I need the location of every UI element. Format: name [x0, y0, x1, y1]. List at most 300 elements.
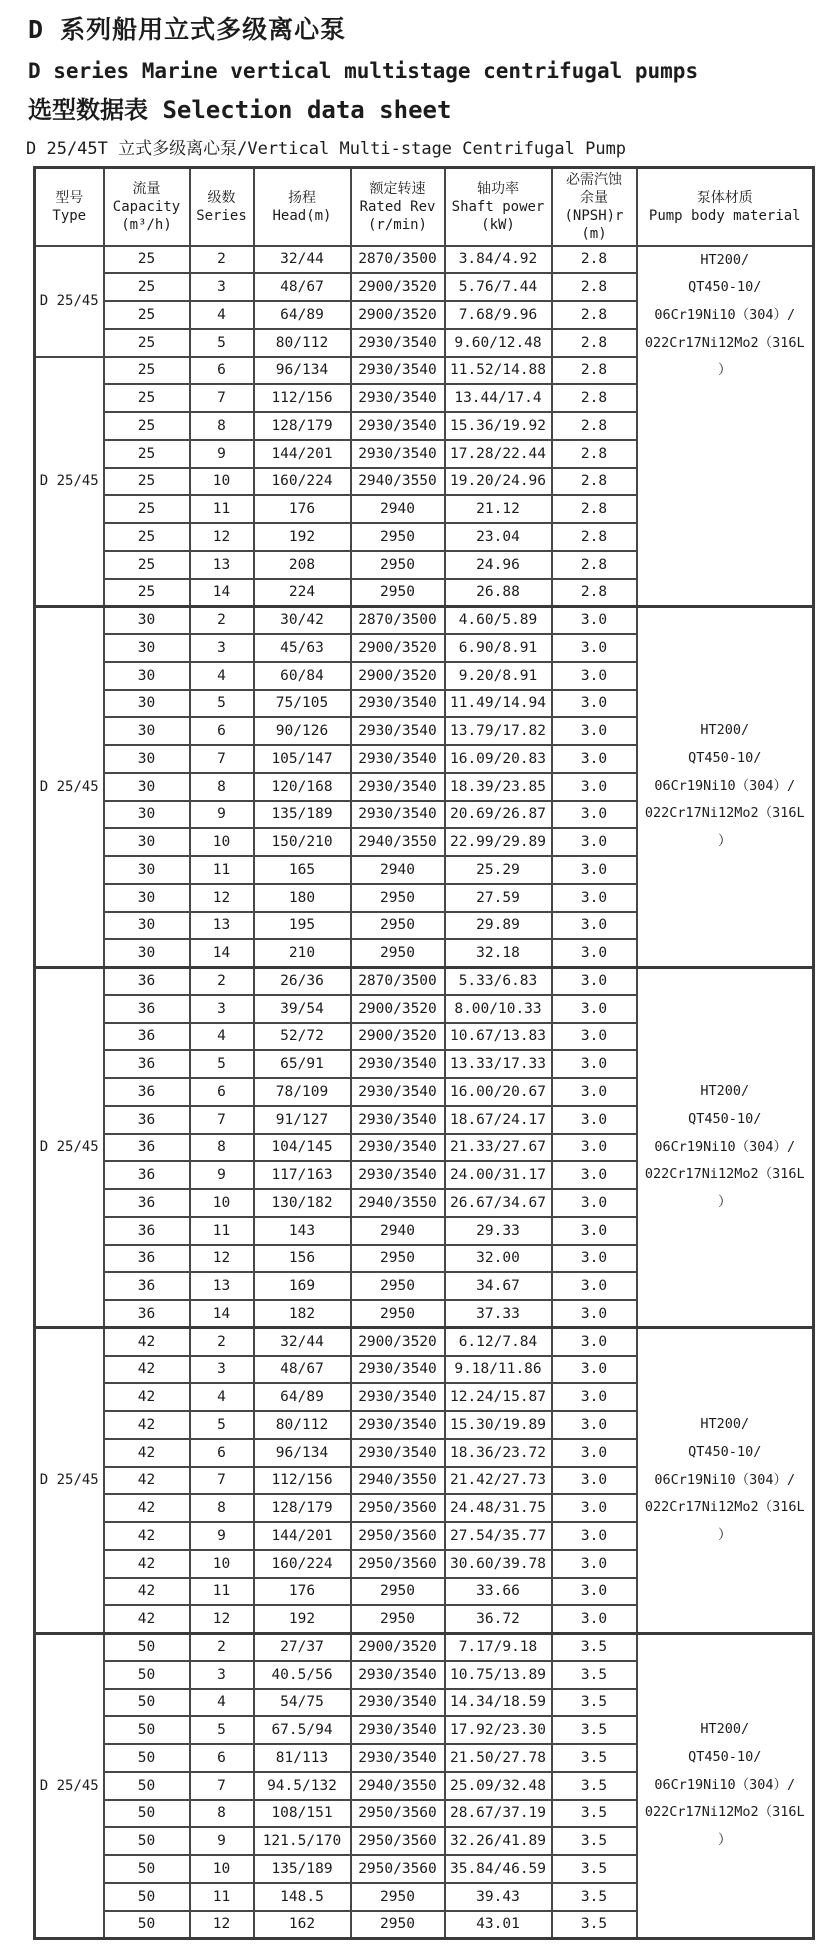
rated-rev-cell: 2900/3520: [351, 1023, 445, 1051]
head-cell: 128/179: [254, 412, 351, 440]
npsh-cell: 3.0: [552, 912, 637, 940]
shaft-power-cell: 11.49/14.94: [445, 690, 552, 718]
series-cell: 10: [190, 1550, 254, 1578]
material-line: 06Cr19Ni10（304）/: [654, 306, 796, 323]
head-cell: 160/224: [254, 468, 351, 496]
shaft-power-cell: 18.39/23.85: [445, 773, 552, 801]
column-header-line: Shaft power: [451, 198, 545, 215]
npsh-cell: 3.5: [552, 1883, 637, 1911]
column-header-line: (r/min): [367, 216, 427, 233]
head-cell: 192: [254, 1605, 351, 1633]
shaft-power-cell: 26.67/34.67: [445, 1189, 552, 1217]
npsh-cell: 3.5: [552, 1744, 637, 1772]
rated-rev-cell: 2930/3540: [351, 412, 445, 440]
capacity-cell: 25: [104, 412, 190, 440]
series-cell: 9: [190, 801, 254, 829]
column-header-line: 轴功率: [477, 180, 519, 197]
material-line: ）: [718, 833, 732, 850]
capacity-cell: 50: [104, 1772, 190, 1800]
column-header-shaft-power: [445, 168, 552, 246]
capacity-cell: 50: [104, 1744, 190, 1772]
table-row: [35, 1633, 814, 1661]
npsh-cell: 3.0: [552, 884, 637, 912]
shaft-power-cell: 13.79/17.82: [445, 717, 552, 745]
head-cell: 176: [254, 1578, 351, 1606]
npsh-cell: 3.0: [552, 1383, 637, 1411]
npsh-cell: 3.0: [552, 1078, 637, 1106]
npsh-cell: 3.5: [552, 1633, 637, 1661]
rated-rev-cell: 2950: [351, 523, 445, 551]
series-cell: 5: [190, 1411, 254, 1439]
rated-rev-cell: 2930/3540: [351, 1134, 445, 1162]
npsh-cell: 2.8: [552, 523, 637, 551]
rated-rev-cell: 2930/3540: [351, 717, 445, 745]
series-cell: 14: [190, 939, 254, 967]
capacity-cell: 42: [104, 1356, 190, 1384]
table-body: [35, 246, 814, 1939]
shaft-power-cell: 26.88: [445, 579, 552, 607]
material-line: 022Cr17Ni12Mo2（316L: [644, 805, 805, 822]
series-cell: 6: [190, 1439, 254, 1467]
series-cell: 8: [190, 1134, 254, 1162]
npsh-cell: 3.0: [552, 662, 637, 690]
npsh-cell: 3.0: [552, 1522, 637, 1550]
column-header-line: Series: [196, 207, 247, 224]
npsh-cell: 3.0: [552, 1439, 637, 1467]
series-cell: 10: [190, 828, 254, 856]
rated-rev-cell: 2930/3540: [351, 1161, 445, 1189]
series-cell: 5: [190, 690, 254, 718]
npsh-cell: 2.8: [552, 246, 637, 274]
shaft-power-cell: 7.68/9.96: [445, 301, 552, 329]
rated-rev-cell: 2940/3550: [351, 1467, 445, 1495]
npsh-cell: 3.0: [552, 1245, 637, 1273]
capacity-cell: 30: [104, 606, 190, 634]
rated-rev-cell: 2940/3550: [351, 468, 445, 496]
capacity-cell: 50: [104, 1883, 190, 1911]
shaft-power-cell: 37.33: [445, 1300, 552, 1328]
shaft-power-cell: 27.54/35.77: [445, 1522, 552, 1550]
shaft-power-cell: 5.76/7.44: [445, 273, 552, 301]
head-cell: 162: [254, 1911, 351, 1939]
npsh-cell: 3.5: [552, 1911, 637, 1939]
material-line: QT450-10/: [688, 1443, 762, 1460]
material-line: 06Cr19Ni10（304）/: [654, 1471, 796, 1488]
series-cell: 12: [190, 1605, 254, 1633]
shaft-power-cell: 39.43: [445, 1883, 552, 1911]
rated-rev-cell: 2930/3540: [351, 1383, 445, 1411]
material-cell: [637, 967, 814, 1328]
head-cell: 135/189: [254, 801, 351, 829]
column-header-line: Capacity: [112, 198, 181, 215]
shaft-power-cell: 25.09/32.48: [445, 1772, 552, 1800]
series-cell: 9: [190, 1161, 254, 1189]
head-cell: 169: [254, 1272, 351, 1300]
shaft-power-cell: 30.60/39.78: [445, 1550, 552, 1578]
rated-rev-cell: 2950: [351, 884, 445, 912]
material-line: 06Cr19Ni10（304）/: [654, 777, 796, 794]
shaft-power-cell: 22.99/29.89: [445, 828, 552, 856]
head-cell: 64/89: [254, 1383, 351, 1411]
series-cell: 11: [190, 856, 254, 884]
shaft-power-cell: 21.12: [445, 495, 552, 523]
rated-rev-cell: 2930/3540: [351, 1050, 445, 1078]
series-cell: 10: [190, 1189, 254, 1217]
capacity-cell: 36: [104, 1245, 190, 1273]
npsh-cell: 3.0: [552, 1161, 637, 1189]
material-line: ）: [718, 1526, 732, 1543]
series-cell: 4: [190, 301, 254, 329]
capacity-cell: 36: [104, 1161, 190, 1189]
type-cell: D 25/45: [35, 1633, 104, 1938]
head-cell: 108/151: [254, 1800, 351, 1828]
capacity-cell: 50: [104, 1689, 190, 1717]
head-cell: 40.5/56: [254, 1661, 351, 1689]
column-header-type: [35, 168, 104, 246]
shaft-power-cell: 33.66: [445, 1578, 552, 1606]
npsh-cell: 3.5: [552, 1689, 637, 1717]
column-header-line: 级数: [207, 189, 236, 206]
head-cell: 117/163: [254, 1161, 351, 1189]
capacity-cell: 50: [104, 1855, 190, 1883]
series-cell: 4: [190, 1383, 254, 1411]
head-cell: 208: [254, 551, 351, 579]
table-caption: D 25/45T 立式多级离心泵/Vertical Multi-stage Centrifugal Pump: [26, 139, 627, 159]
series-cell: 2: [190, 1633, 254, 1661]
capacity-cell: 36: [104, 995, 190, 1023]
table-row: [35, 1328, 814, 1356]
npsh-cell: 3.0: [552, 1106, 637, 1134]
npsh-cell: 2.8: [552, 468, 637, 496]
head-cell: 30/42: [254, 606, 351, 634]
material-line: 022Cr17Ni12Mo2（316L: [644, 1499, 805, 1516]
capacity-cell: 36: [104, 1189, 190, 1217]
capacity-cell: 25: [104, 495, 190, 523]
shaft-power-cell: 43.01: [445, 1911, 552, 1939]
rated-rev-cell: 2930/3540: [351, 1744, 445, 1772]
npsh-cell: 3.0: [552, 828, 637, 856]
npsh-cell: 2.8: [552, 440, 637, 468]
series-cell: 13: [190, 551, 254, 579]
shaft-power-cell: 24.48/31.75: [445, 1494, 552, 1522]
head-cell: 176: [254, 495, 351, 523]
shaft-power-cell: 20.69/26.87: [445, 801, 552, 829]
capacity-cell: 30: [104, 912, 190, 940]
material-cell: [637, 1633, 814, 1938]
shaft-power-cell: 10.67/13.83: [445, 1023, 552, 1051]
rated-rev-cell: 2900/3520: [351, 273, 445, 301]
series-cell: 9: [190, 440, 254, 468]
npsh-cell: 2.8: [552, 384, 637, 412]
head-cell: 81/113: [254, 1744, 351, 1772]
page-subtitle: 选型数据表 Selection data sheet: [28, 96, 452, 124]
shaft-power-cell: 24.96: [445, 551, 552, 579]
column-header-line: Type: [52, 207, 87, 224]
capacity-cell: 30: [104, 745, 190, 773]
npsh-cell: 3.5: [552, 1800, 637, 1828]
shaft-power-cell: 8.00/10.33: [445, 995, 552, 1023]
series-cell: 2: [190, 606, 254, 634]
npsh-cell: 3.0: [552, 939, 637, 967]
npsh-cell: 3.0: [552, 1467, 637, 1495]
material-line: 022Cr17Ni12Mo2（316L: [644, 1804, 805, 1821]
npsh-cell: 3.0: [552, 745, 637, 773]
series-cell: 10: [190, 1855, 254, 1883]
head-cell: 96/134: [254, 357, 351, 385]
capacity-cell: 50: [104, 1716, 190, 1744]
shaft-power-cell: 14.34/18.59: [445, 1689, 552, 1717]
page-title-en: D series Marine vertical multistage centrifugal pumps: [28, 59, 699, 83]
series-cell: 8: [190, 1494, 254, 1522]
npsh-cell: 3.0: [552, 1189, 637, 1217]
head-cell: 96/134: [254, 1439, 351, 1467]
series-cell: 7: [190, 1467, 254, 1495]
head-cell: 65/91: [254, 1050, 351, 1078]
rated-rev-cell: 2950: [351, 912, 445, 940]
rated-rev-cell: 2900/3520: [351, 662, 445, 690]
shaft-power-cell: 27.59: [445, 884, 552, 912]
capacity-cell: 50: [104, 1661, 190, 1689]
head-cell: 150/210: [254, 828, 351, 856]
head-cell: 67.5/94: [254, 1716, 351, 1744]
capacity-cell: 25: [104, 384, 190, 412]
npsh-cell: 3.0: [552, 856, 637, 884]
npsh-cell: 2.8: [552, 273, 637, 301]
rated-rev-cell: 2950: [351, 1911, 445, 1939]
material-line: 06Cr19Ni10（304）/: [654, 1138, 796, 1155]
npsh-cell: 3.0: [552, 995, 637, 1023]
rated-rev-cell: 2940/3550: [351, 1189, 445, 1217]
capacity-cell: 42: [104, 1411, 190, 1439]
series-cell: 7: [190, 1106, 254, 1134]
material-line: HT200/: [700, 251, 750, 268]
series-cell: 14: [190, 579, 254, 607]
head-cell: 78/109: [254, 1078, 351, 1106]
material-line: HT200/: [700, 1083, 750, 1100]
head-cell: 105/147: [254, 745, 351, 773]
head-cell: 121.5/170: [254, 1827, 351, 1855]
material-line: QT450-10/: [688, 279, 762, 296]
rated-rev-cell: 2950: [351, 1578, 445, 1606]
capacity-cell: 25: [104, 273, 190, 301]
material-line: HT200/: [700, 1416, 750, 1433]
rated-rev-cell: 2900/3520: [351, 301, 445, 329]
column-header-series: [190, 168, 254, 246]
shaft-power-cell: 21.33/27.67: [445, 1134, 552, 1162]
rated-rev-cell: 2950: [351, 1245, 445, 1273]
material-cell: [637, 246, 814, 607]
rated-rev-cell: 2950/3560: [351, 1800, 445, 1828]
series-cell: 2: [190, 967, 254, 995]
capacity-cell: 25: [104, 468, 190, 496]
capacity-cell: 42: [104, 1494, 190, 1522]
head-cell: 210: [254, 939, 351, 967]
capacity-cell: 36: [104, 1300, 190, 1328]
rated-rev-cell: 2950/3560: [351, 1494, 445, 1522]
table-header-row: [35, 168, 814, 246]
series-cell: 4: [190, 662, 254, 690]
shaft-power-cell: 36.72: [445, 1605, 552, 1633]
rated-rev-cell: 2950/3560: [351, 1550, 445, 1578]
series-cell: 8: [190, 773, 254, 801]
rated-rev-cell: 2940: [351, 1217, 445, 1245]
head-cell: 94.5/132: [254, 1772, 351, 1800]
npsh-cell: 3.0: [552, 1328, 637, 1356]
rated-rev-cell: 2930/3540: [351, 801, 445, 829]
head-cell: 148.5: [254, 1883, 351, 1911]
capacity-cell: 50: [104, 1633, 190, 1661]
rated-rev-cell: 2950: [351, 939, 445, 967]
shaft-power-cell: 23.04: [445, 523, 552, 551]
head-cell: 120/168: [254, 773, 351, 801]
shaft-power-cell: 17.28/22.44: [445, 440, 552, 468]
table-row: [35, 246, 814, 274]
head-cell: 48/67: [254, 1356, 351, 1384]
table-header: [35, 168, 814, 246]
material-line: 022Cr17Ni12Mo2（316L: [644, 334, 805, 351]
npsh-cell: 3.0: [552, 1300, 637, 1328]
rated-rev-cell: 2950: [351, 1883, 445, 1911]
material-line: QT450-10/: [688, 1749, 762, 1766]
head-cell: 80/112: [254, 329, 351, 357]
column-header-line: 扬程: [288, 189, 316, 206]
capacity-cell: 25: [104, 357, 190, 385]
column-header-head: [254, 168, 351, 246]
shaft-power-cell: 29.89: [445, 912, 552, 940]
shaft-power-cell: 4.60/5.89: [445, 606, 552, 634]
column-header-line: 流量: [132, 180, 161, 197]
material-line: HT200/: [700, 722, 750, 739]
npsh-cell: 3.0: [552, 1578, 637, 1606]
head-cell: 27/37: [254, 1633, 351, 1661]
series-cell: 3: [190, 1356, 254, 1384]
column-header-capacity: [104, 168, 190, 246]
head-cell: 160/224: [254, 1550, 351, 1578]
npsh-cell: 3.5: [552, 1716, 637, 1744]
npsh-cell: 2.8: [552, 301, 637, 329]
capacity-cell: 36: [104, 1050, 190, 1078]
npsh-cell: 3.0: [552, 1272, 637, 1300]
shaft-power-cell: 5.33/6.83: [445, 967, 552, 995]
head-cell: 195: [254, 912, 351, 940]
head-cell: 52/72: [254, 1023, 351, 1051]
column-header-line: 型号: [55, 189, 84, 206]
rated-rev-cell: 2900/3520: [351, 1328, 445, 1356]
shaft-power-cell: 32.00: [445, 1245, 552, 1273]
shaft-power-cell: 32.26/41.89: [445, 1827, 552, 1855]
capacity-cell: 42: [104, 1605, 190, 1633]
capacity-cell: 42: [104, 1328, 190, 1356]
column-header-line: (kW): [481, 216, 515, 233]
series-cell: 2: [190, 1328, 254, 1356]
rated-rev-cell: 2950: [351, 551, 445, 579]
npsh-cell: 3.0: [552, 801, 637, 829]
rated-rev-cell: 2950: [351, 1605, 445, 1633]
shaft-power-cell: 6.90/8.91: [445, 634, 552, 662]
capacity-cell: 42: [104, 1522, 190, 1550]
rated-rev-cell: 2950/3560: [351, 1855, 445, 1883]
npsh-cell: 3.5: [552, 1827, 637, 1855]
type-cell: D 25/45: [35, 967, 104, 1328]
head-cell: 192: [254, 523, 351, 551]
rated-rev-cell: 2940/3550: [351, 828, 445, 856]
rated-rev-cell: 2950/3560: [351, 1827, 445, 1855]
series-cell: 6: [190, 1078, 254, 1106]
head-cell: 91/127: [254, 1106, 351, 1134]
series-cell: 7: [190, 1772, 254, 1800]
shaft-power-cell: 24.00/31.17: [445, 1161, 552, 1189]
npsh-cell: 3.0: [552, 1494, 637, 1522]
head-cell: 80/112: [254, 1411, 351, 1439]
shaft-power-cell: 6.12/7.84: [445, 1328, 552, 1356]
capacity-cell: 30: [104, 884, 190, 912]
shaft-power-cell: 13.33/17.33: [445, 1050, 552, 1078]
head-cell: 128/179: [254, 1494, 351, 1522]
series-cell: 13: [190, 1272, 254, 1300]
series-cell: 5: [190, 329, 254, 357]
capacity-cell: 50: [104, 1800, 190, 1828]
capacity-cell: 36: [104, 1078, 190, 1106]
shaft-power-cell: 32.18: [445, 939, 552, 967]
npsh-cell: 2.8: [552, 357, 637, 385]
page-title-zh: D 系列船用立式多级离心泵: [28, 15, 347, 44]
npsh-cell: 3.0: [552, 1550, 637, 1578]
npsh-cell: 3.0: [552, 967, 637, 995]
rated-rev-cell: 2930/3540: [351, 745, 445, 773]
capacity-cell: 30: [104, 634, 190, 662]
shaft-power-cell: 16.09/20.83: [445, 745, 552, 773]
column-header-line: 必需汽蚀: [566, 171, 622, 188]
head-cell: 224: [254, 579, 351, 607]
head-cell: 48/67: [254, 273, 351, 301]
npsh-cell: 2.8: [552, 329, 637, 357]
shaft-power-cell: 28.67/37.19: [445, 1800, 552, 1828]
head-cell: 60/84: [254, 662, 351, 690]
capacity-cell: 50: [104, 1911, 190, 1939]
series-cell: 11: [190, 1578, 254, 1606]
head-cell: 165: [254, 856, 351, 884]
table-row: [35, 967, 814, 995]
capacity-cell: 30: [104, 662, 190, 690]
shaft-power-cell: 3.84/4.92: [445, 246, 552, 274]
column-header-material: [637, 168, 814, 246]
capacity-cell: 42: [104, 1383, 190, 1411]
head-cell: 130/182: [254, 1189, 351, 1217]
capacity-cell: 30: [104, 828, 190, 856]
shaft-power-cell: 34.67: [445, 1272, 552, 1300]
series-cell: 9: [190, 1522, 254, 1550]
npsh-cell: 3.0: [552, 1411, 637, 1439]
series-cell: 3: [190, 634, 254, 662]
shaft-power-cell: 18.36/23.72: [445, 1439, 552, 1467]
capacity-cell: 25: [104, 579, 190, 607]
capacity-cell: 36: [104, 967, 190, 995]
series-cell: 3: [190, 995, 254, 1023]
capacity-cell: 25: [104, 246, 190, 274]
shaft-power-cell: 29.33: [445, 1217, 552, 1245]
series-cell: 8: [190, 1800, 254, 1828]
npsh-cell: 3.0: [552, 606, 637, 634]
series-cell: 14: [190, 1300, 254, 1328]
shaft-power-cell: 15.30/19.89: [445, 1411, 552, 1439]
rated-rev-cell: 2940: [351, 495, 445, 523]
material-line: 06Cr19Ni10（304）/: [654, 1776, 796, 1793]
series-cell: 10: [190, 468, 254, 496]
head-cell: 90/126: [254, 717, 351, 745]
capacity-cell: 30: [104, 773, 190, 801]
type-cell: D 25/45: [35, 606, 104, 967]
npsh-cell: 2.8: [552, 412, 637, 440]
